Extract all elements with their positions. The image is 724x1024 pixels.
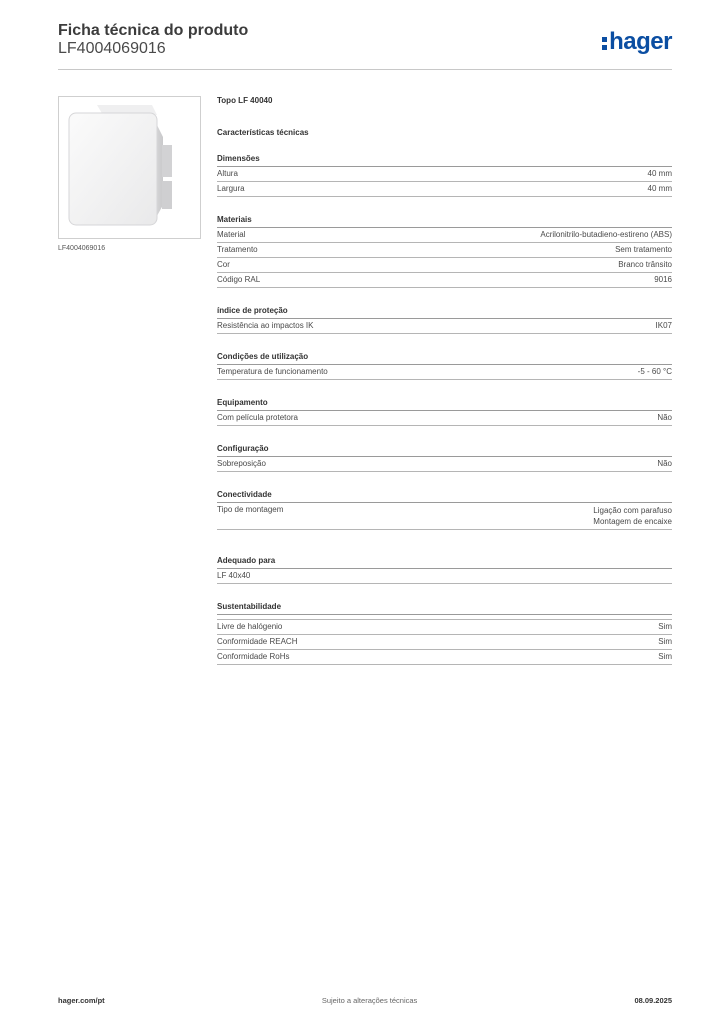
logo-dots-icon <box>602 37 607 50</box>
row-label: LF 40x40 <box>217 571 251 580</box>
row-label: Conformidade RoHs <box>217 652 290 661</box>
group-title: Adequado para <box>217 556 672 569</box>
product-cap-picture <box>59 97 200 238</box>
footer-website-link[interactable]: hager.com/pt <box>58 996 105 1005</box>
table-row <box>217 569 672 584</box>
spec-content <box>217 96 672 665</box>
row-label: Altura <box>217 169 238 178</box>
table-row <box>217 635 672 650</box>
row-value: 40 mm <box>647 184 672 193</box>
product-name: Topo LF 40040 <box>217 96 273 105</box>
row-label: Tipo de montagem <box>217 505 284 514</box>
group-title: Sustentabilidade <box>217 602 672 615</box>
group-title: Materiais <box>217 215 672 228</box>
row-label: Conformidade REACH <box>217 637 298 646</box>
group-title: Dimensões <box>217 154 672 167</box>
row-value: Acrilonitrilo-butadieno-estireno (ABS) <box>540 230 672 239</box>
table-row <box>217 273 672 288</box>
footer-date: 08.09.2025 <box>634 996 672 1005</box>
row-label: Livre de halógenio <box>217 622 283 631</box>
row-value: Sim <box>658 637 672 646</box>
group-title: Conectividade <box>217 490 672 503</box>
section-title: Características técnicas <box>217 128 309 137</box>
row-value: -5 - 60 °C <box>637 367 672 376</box>
table-row <box>217 365 672 380</box>
row-label: Material <box>217 230 246 239</box>
row-value: Branco trânsito <box>618 260 672 269</box>
spec-group <box>217 444 672 472</box>
table-row <box>217 457 672 472</box>
group-title: Configuração <box>217 444 672 457</box>
row-value <box>593 505 672 527</box>
row-label: Código RAL <box>217 275 261 284</box>
row-label: Largura <box>217 184 245 193</box>
page-footer <box>58 996 672 1005</box>
product-code: LF4004069016 <box>58 40 166 57</box>
group-title: Equipamento <box>217 398 672 411</box>
row-value: IK07 <box>655 321 672 330</box>
table-row <box>217 167 672 182</box>
product-image <box>58 96 201 239</box>
page-header <box>58 22 672 70</box>
row-value: Sim <box>658 622 672 631</box>
table-row <box>217 228 672 243</box>
row-value: Não <box>657 413 672 422</box>
spec-group <box>217 154 672 197</box>
row-value: 40 mm <box>647 169 672 178</box>
table-row <box>217 319 672 334</box>
row-label: Tratamento <box>217 245 258 254</box>
spec-group <box>217 352 672 380</box>
row-value-line: Ligação com parafuso <box>593 506 672 515</box>
table-row <box>217 182 672 197</box>
table-row <box>217 411 672 426</box>
spec-group <box>217 490 672 530</box>
image-caption: LF4004069016 <box>58 245 106 252</box>
row-label: Temperatura de funcionamento <box>217 367 328 376</box>
row-label: Resistência ao impactos IK <box>217 321 314 330</box>
table-row <box>217 243 672 258</box>
spec-group <box>217 215 672 288</box>
document-title: Ficha técnica do produto <box>58 22 249 39</box>
row-label: Sobreposição <box>217 459 266 468</box>
hager-logo[interactable] <box>602 28 672 56</box>
row-value: Sim <box>658 652 672 661</box>
table-row <box>217 503 672 530</box>
row-value-line: Montagem de encaixe <box>593 517 672 526</box>
footer-notice: Sujeito a alterações técnicas <box>321 996 418 1005</box>
row-value: Não <box>657 459 672 468</box>
group-sustentabilidade <box>217 602 672 665</box>
spec-groups <box>217 154 672 530</box>
row-value: Sem tratamento <box>615 245 672 254</box>
table-row <box>217 619 672 635</box>
group-title: índice de proteção <box>217 306 672 319</box>
spec-group <box>217 398 672 426</box>
row-label: Cor <box>217 260 230 269</box>
table-row <box>217 258 672 273</box>
logo-text: hager <box>609 28 672 55</box>
group-adequado <box>217 556 672 584</box>
group-title: Condições de utilização <box>217 352 672 365</box>
spec-group <box>217 306 672 334</box>
table-row <box>217 650 672 665</box>
row-value: 9016 <box>654 275 672 284</box>
row-label: Com película protetora <box>217 413 298 422</box>
